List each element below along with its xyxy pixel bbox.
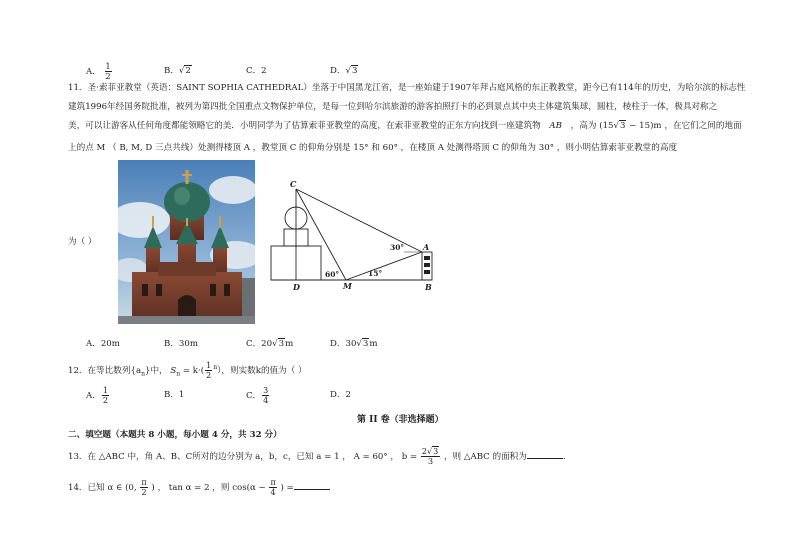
q12-stem: 12．在等比数列$\{a_n\}$中， $S_n = k\cdot$( $\frac{1}{2}$ $^n$），则实数k的值为（ ） xyxy=(68,361,307,380)
q12-option-d: D．2 xyxy=(330,390,351,400)
q11-option-c: C．20√3m xyxy=(246,339,294,349)
q11-option-b: B．30m xyxy=(164,339,199,349)
fraction: $\frac{1}{2}$ xyxy=(105,62,111,81)
q11-line-5: 为（ ） xyxy=(68,237,97,247)
geometry-figure xyxy=(262,178,442,293)
cathedral-photo xyxy=(118,160,255,324)
q11-line-1: 11．圣·索菲亚教堂（英语：SAINT SOPHIA CATHEDRAL）坐落于中国黑龙江省，是一座始建于1907年拜占庭风格的东正教教堂，距今已有114年的历史，为哈尔滨的标志性 xyxy=(68,83,746,93)
q10-option-a: A． $\frac{1}{2}$ xyxy=(86,62,111,81)
label-b: B xyxy=(425,282,432,292)
q11-option-a: A．20m xyxy=(86,339,120,349)
q10-option-c: C．2 xyxy=(246,66,267,76)
q13-stem: 13．在 △ABC 中，角 A、B、C所对的边分别为 a，b，c，已知 a = 1 ， A = 60° ， b = $\frac{2√3}{3}$ ，则 △ABC 的面积为 . xyxy=(68,447,566,466)
q10-option-d: D．√3 xyxy=(330,66,358,76)
q11-line-4: 上的点 M （ B, M, D 三点共线）处测得楼顶 A ，教堂顶 C 的仰角分别是 15° 和 60° ，在楼顶 A 处测得塔顶 C 的仰角为 30° ，则小明估算索菲亚教堂的高度 xyxy=(68,143,678,153)
q11-line-3: 美，可以让游客从任何角度都能领略它的美．小明同学为了估算索菲亚教堂的高度，在索菲亚教堂的正东方向找到一座建筑物 AB ，高为 (15√3 − 15)m ，在它们之间的地面 xyxy=(68,121,742,131)
q13-answer-blank[interactable] xyxy=(527,458,563,459)
q12-option-c: C． $\frac{3}{4}$ xyxy=(246,386,269,405)
label-a: A xyxy=(423,242,430,252)
label-m: M xyxy=(343,281,352,291)
q14-stem: 14．已知 α ∈ (0, $\frac{\pi}{2}$ ) ， tan α = 2 ，则 cos(α − $\frac{\pi}{4}$ ) = xyxy=(68,478,330,497)
q11-option-d: D．30√3m xyxy=(330,339,378,349)
q12-option-a: A． $\frac{1}{2}$ xyxy=(86,386,108,405)
angle-15: 15° xyxy=(368,269,383,278)
q12-option-b: B．1 xyxy=(164,390,185,400)
angle-60: 60° xyxy=(325,270,340,279)
label-d: D xyxy=(293,282,300,292)
q14-answer-blank[interactable] xyxy=(294,489,330,490)
q10-option-b: B．√2 xyxy=(164,66,191,76)
q11-line-2: 建筑1996年经国务院批准，被列为第四批全国重点文物保护单位，是每一位到哈尔滨旅游的游客拍照打卡的必到景点其中央主体建筑集球，圆柱，棱柱于一体，极具对称之 xyxy=(68,102,718,112)
angle-30: 30° xyxy=(390,243,405,252)
section-heading: 二、填空题（本题共 8 小题，每小题 4 分，共 32 分） xyxy=(68,430,282,440)
label-c: C xyxy=(290,179,297,189)
section-title: 第 II 卷（非选择题） xyxy=(357,415,444,425)
